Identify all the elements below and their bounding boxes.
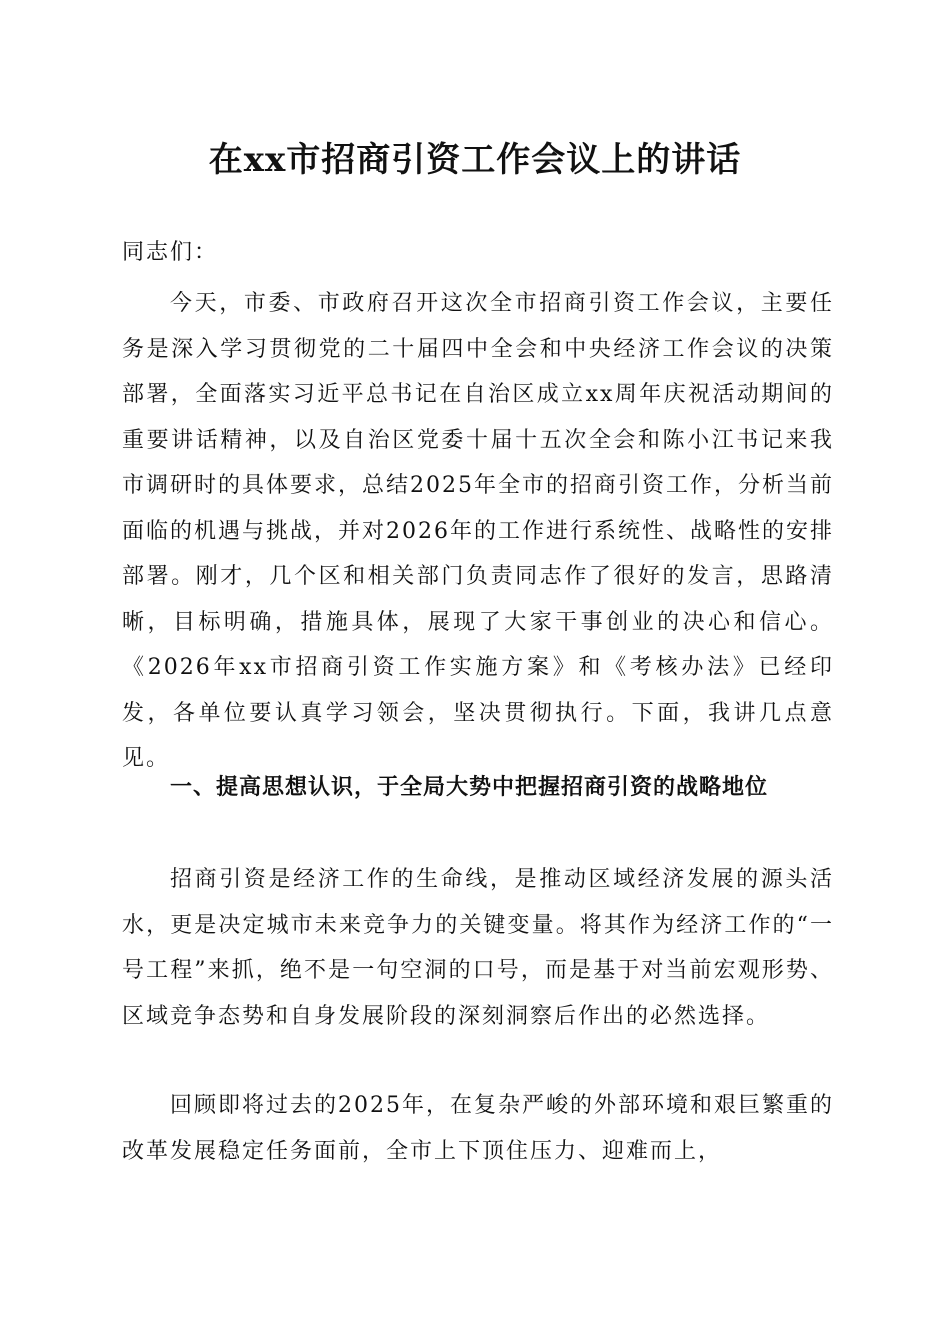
paragraph-intro: 今天，市委、市政府召开这次全市招商引资工作会议，主要任务是深入学习贯彻党的二十届四中全会和中央经济工作会议的决策部署，全面落实习近平总书记在自治区成立xx周年庆祝活动期间的重要讲话精神，以及自治区党委十届十五次全会和陈小江书记来我市调研时的具体要求，总结2025年全市的招商引资工作，分析当前面临的机遇与挑战，并对2026年的工作进行系统性、战略性的安排部署。刚才，几个区和相关部门负责同志作了很好的发言，思路清晰，目标明确，措施具体，展现了大家干事创业的决心和信心。《2026年xx市招商引资工作实施方案》和《考核办法》已经印发，各单位要认真学习领会，坚决贯彻执行。下面，我讲几点意见。 bbox=[122, 291, 834, 771]
document-title: 在xx市招商引资工作会议上的讲话 bbox=[208, 140, 742, 180]
section-heading-1: 一、提高思想认识，于全局大势中把握招商引资的战略地位 bbox=[170, 775, 769, 800]
paragraph-review-2025: 回顾即将过去的2025年，在复杂严峻的外部环境和艰巨繁重的改革发展稳定任务面前，全市上下顶住压力、迎难而上， bbox=[122, 1093, 834, 1164]
salutation: 同志们： bbox=[122, 240, 219, 265]
paragraph-strategic-position: 招商引资是经济工作的生命线，是推动区域经济发展的源头活水，更是决定城市未来竞争力的关键变量。将其作为经济工作的“一号工程”来抓，绝不是一句空洞的口号，而是基于对当前宏观形势、区域竞争态势和自身发展阶段的深刻洞察后作出的必然选择。 bbox=[122, 867, 834, 1029]
